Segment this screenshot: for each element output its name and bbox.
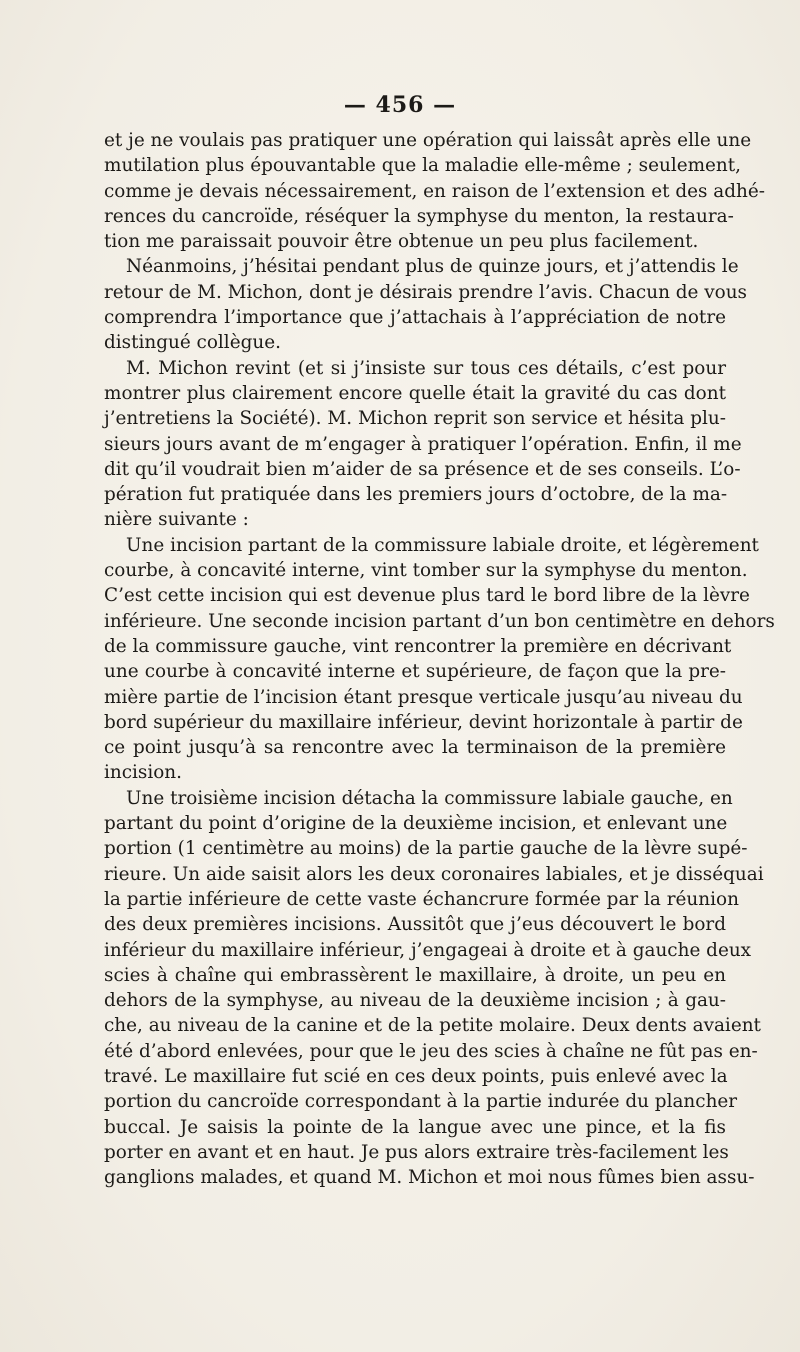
text-line: la partie inférieure de cette vaste échancrure formée par la réunion xyxy=(104,888,739,910)
text-line: inférieur du maxillaire inférieur, j’engageai à droite et à gauche deux xyxy=(104,939,752,961)
text-line: partant du point d’origine de la deuxième incision, et enlevant une xyxy=(104,813,728,835)
text-line: che, au niveau de la canine et de la petite molaire. Deux dents avaient xyxy=(104,1015,761,1037)
text-line: sieurs jours avant de m’engager à pratiquer l’opération. Enfin, il me xyxy=(104,433,742,455)
text-line: j’entretiens la Société). M. Michon reprit son service et hésita plu- xyxy=(104,408,726,430)
text-line: porter en avant et en haut. Je pus alors extraire très-facilement les xyxy=(104,1141,729,1163)
text-line: pération fut pratiquée dans les premiers jours d’octobre, de la ma- xyxy=(104,484,728,506)
text-line: retour de M. Michon, dont je désirais prendre l’avis. Chacun de vous xyxy=(104,281,747,303)
text-line: courbe, à concavité interne, vint tomber sur la symphyse du menton. xyxy=(104,560,748,582)
text-line: Une troisième incision détacha la commissure labiale gauche, en xyxy=(126,787,733,809)
text-line: M. Michon revint (et si j’insiste sur tous ces détails, c’est pour xyxy=(126,357,726,379)
text-line: mutilation plus épouvantable que la maladie elle-même ; seulement, xyxy=(104,155,742,177)
text-line: de la commissure gauche, vint rencontrer la première en décrivant xyxy=(104,635,732,657)
text-line: tion me paraissait pouvoir être obtenue un peu plus facilement. xyxy=(104,231,699,253)
text-line: dehors de la symphyse, au niveau de la deuxième incision ; à gau- xyxy=(104,990,726,1012)
text-line: distingué collègue. xyxy=(104,332,281,354)
text-line: Néanmoins, j’hésitai pendant plus de quinze jours, et j’attendis le xyxy=(126,256,739,278)
text-line: buccal. Je saisis la pointe de la langue avec une pince, et la fis xyxy=(104,1116,726,1138)
text-line: mière partie de l’incision étant presque verticale jusqu’au niveau du xyxy=(104,686,743,708)
text-line: des deux premières incisions. Aussitôt que j’eus découvert le bord xyxy=(104,914,726,936)
text-line: nière suivante : xyxy=(104,509,249,531)
text-line: ce point jusqu’à sa rencontre avec la terminaison de la première xyxy=(104,737,726,759)
text-line: comprendra l’importance que j’attachais à l’appréciation de notre xyxy=(104,307,726,329)
text-line: rences du cancroïde, réséquer la symphyse du menton, la restaura- xyxy=(104,205,734,227)
text-line: travé. Le maxillaire fut scié en ces deux points, puis enlevé avec la xyxy=(104,1065,728,1087)
text-line: incision. xyxy=(104,762,182,784)
text-line: une courbe à concavité interne et supérieure, de façon que la pre- xyxy=(104,661,726,683)
text-line: et je ne voulais pas pratiquer une opération qui laissât après elle une xyxy=(104,130,752,151)
page-number: — 456 — xyxy=(343,92,457,118)
text-line: montrer plus clairement encore quelle était la gravité du cas dont xyxy=(104,382,726,404)
body-text xyxy=(104,128,775,1190)
text-line: rieure. Un aide saisit alors les deux coronaires labiales, et je disséquai xyxy=(104,863,764,885)
text-line: ganglions malades, et quand M. Michon et moi nous fûmes bien assu- xyxy=(104,1167,755,1189)
text-line: C’est cette incision qui est devenue plus tard le bord libre de la lèvre xyxy=(104,585,750,607)
text-line: bord supérieur du maxillaire inférieur, devint horizontale à partir de xyxy=(104,711,743,733)
text-line: Une incision partant de la commissure labiale droite, et légèrement xyxy=(126,534,759,556)
text-line: été d’abord enlevées, pour que le jeu des scies à chaîne ne fût pas en- xyxy=(104,1040,758,1062)
text-line: scies à chaîne qui embrassèrent le maxillaire, à droite, un peu en xyxy=(104,964,726,986)
text-line: portion du cancroïde correspondant à la partie indurée du plancher xyxy=(104,1091,738,1113)
text-line: dit qu’il voudrait bien m’aider de sa présence et de ses conseils. L’o- xyxy=(104,458,741,480)
text-line: portion (1 centimètre au moins) de la partie gauche de la lèvre supé- xyxy=(104,838,748,860)
text-line: comme je devais nécessairement, en raison de l’extension et des adhé- xyxy=(104,180,765,202)
text-line: inférieure. Une seconde incision partant d’un bon centimètre en dehors xyxy=(104,610,775,632)
